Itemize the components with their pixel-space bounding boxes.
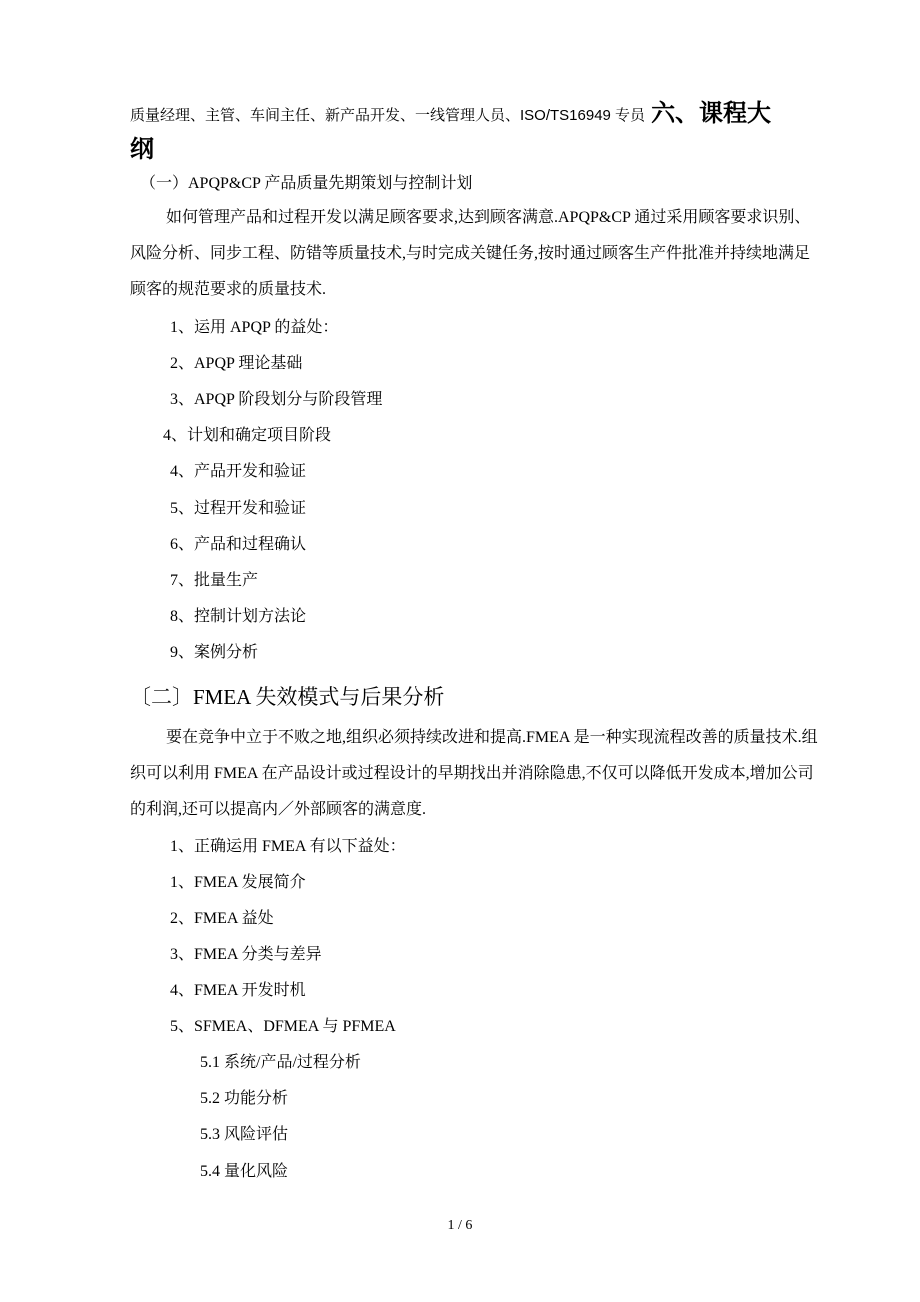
sub-list-item: 5.1 系统/产品/过程分析 [200, 1054, 361, 1071]
audience-text: 质量经理、主管、车间主任、新产品开发、一线管理人员、ISO/TS16949 专员 [130, 107, 646, 124]
list-item: 1、FMEA 发展简介 [170, 874, 306, 891]
list-item: 1、运用 APQP 的益处： [170, 319, 339, 336]
page-number: 1 / 6 [447, 1218, 473, 1233]
list-item: 8、控制计划方法论 [170, 608, 307, 625]
chapter-title-part2: 纲 [130, 135, 154, 163]
sub-list-item: 5.4 量化风险 [200, 1163, 289, 1180]
list-item: 6、产品和过程确认 [170, 536, 307, 553]
chapter-title-part1: 六、课程大 [651, 99, 772, 127]
list-item: 9、案例分析 [170, 644, 259, 661]
list-item: 1、正确运用 FMEA 有以下益处： [170, 838, 406, 855]
list-item: 4、FMEA 开发时机 [170, 982, 306, 999]
section1-title: （一）APQP&CP 产品质量先期策划与控制计划 [140, 175, 473, 192]
section2-title: 〔二〕FMEA 失效模式与后果分析 [130, 685, 445, 709]
audience-line [130, 93, 830, 136]
list-item: 2、FMEA 益处 [170, 910, 274, 927]
list-item: 3、FMEA 分类与差异 [170, 946, 322, 963]
section1-intro: 如何管理产品和过程开发以满足顾客要求,达到顾客满意.APQP&CP 通过采用顾客要求识别、风险分析、同步工程、防错等质量技术,与时完成关键任务,按时通过顾客生产件批准并持续地满足顾客的规范要求的质量技术. [130, 209, 811, 298]
section2-intro: 要在竞争中立于不败之地,组织必须持续改进和提高.FMEA 是一种实现流程改善的质量技术.组织可以利用 FMEA 在产品设计或过程设计的早期找出并消除隐患,不仅可以降低开发成本,增加公司的利润,还可以提高内／外部顾客的满意度. [130, 729, 818, 818]
list-item: 2、APQP 理论基础 [170, 355, 303, 372]
list-item: 5、过程开发和验证 [170, 500, 307, 517]
list-item: 4、产品开发和验证 [170, 463, 307, 480]
list-item: 5、SFMEA、DFMEA 与 PFMEA [170, 1018, 396, 1035]
list-item: 3、APQP 阶段划分与阶段管理 [170, 391, 383, 408]
sub-list-item: 5.2 功能分析 [200, 1090, 289, 1107]
list-item: 7、批量生产 [170, 572, 259, 589]
list-item: 4、计划和确定项目阶段 [163, 427, 332, 444]
sub-list-item: 5.3 风险评估 [200, 1126, 289, 1143]
